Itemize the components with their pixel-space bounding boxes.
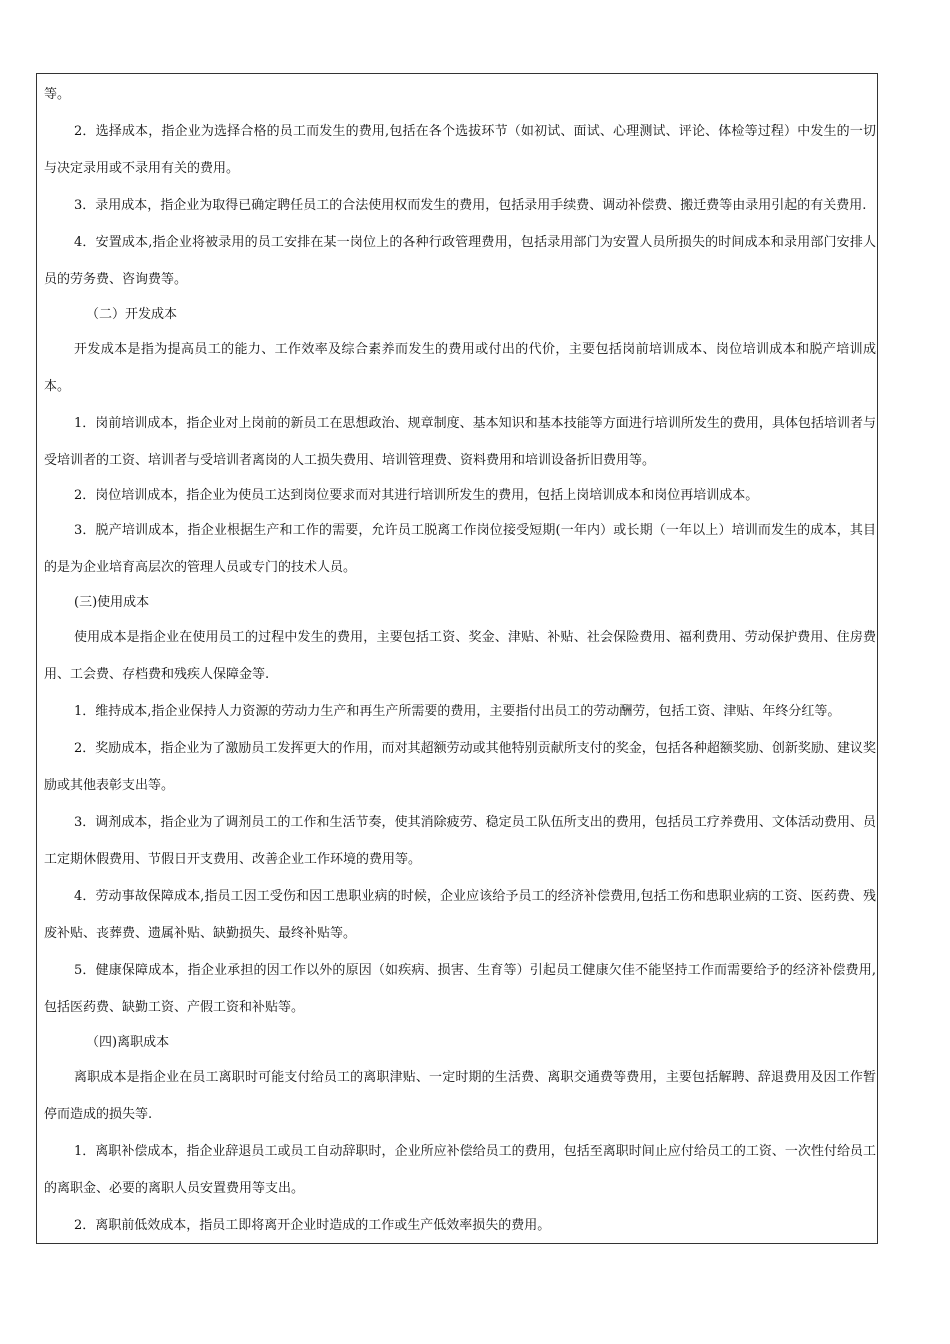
paragraph-9: 3．脱产培训成本，指企业根据生产和工作的需要，允许员工脱离工作岗位接受短期(一年内）或长期（一年以上）培训而发生的成本，其目的是为企业培育高层次的管理人员或专门的技术人员。 — [44, 523, 876, 575]
paragraph-16: 5．健康保障成本，指企业承担的因工作以外的原因（如疾病、损害、生育等）引起员工健康欠佳不能坚持工作而需要给予的经济补偿费用,包括医药费、缺勤工资、产假工资和补贴等。 — [44, 963, 876, 1015]
paragraph-8: 2．岗位培训成本，指企业为使员工达到岗位要求而对其进行培训所发生的费用，包括上岗培训成本和岗位再培训成本。 — [74, 488, 759, 503]
document-body — [44, 76, 876, 1244]
paragraph-2: 2．选择成本，指企业为选择合格的员工而发生的费用,包括在各个选拔环节（如初试、面试、心理测试、评论、体检等过程）中发生的一切与决定录用或不录用有关的费用。 — [44, 124, 876, 176]
paragraph-4: 4．安置成本,指企业将被录用的员工安排在某一岗位上的各种行政管理费用，包括录用部门为安置人员所损失的时间成本和录用部门安排人员的劳务费、咨询费等。 — [44, 235, 876, 287]
paragraph-3: 3．录用成本，指企业为取得已确定聘任员工的合法使用权而发生的费用，包括录用手续费、调动补偿费、搬迁费等由录用引起的有关费用. — [74, 198, 867, 213]
paragraph-12: 1．维持成本,指企业保持人力资源的劳动力生产和再生产所需要的费用，主要指付出员工的劳动酬劳，包括工资、津贴、年终分红等。 — [74, 704, 841, 719]
paragraph-14: 3．调剂成本，指企业为了调剂员工的工作和生活节奏，使其消除疲劳、稳定员工队伍所支出的费用，包括员工疗养费用、文体活动费用、员工定期休假费用、节假日开支费用、改善企业工作环境的费用等。 — [44, 815, 876, 867]
paragraph-1: 等。 — [44, 87, 71, 102]
paragraph-15: 4．劳动事故保障成本,指员工因工受伤和因工患职业病的时候，企业应该给予员工的经济补偿费用,包括工伤和患职业病的工资、医药费、残废补贴、丧葬费、遗属补贴、缺勤损失、最终补贴等。 — [44, 889, 876, 941]
paragraph-6: 开发成本是指为提高员工的能力、工作效率及综合素养而发生的费用或付出的代价，主要包括岗前培训成本、岗位培训成本和脱产培训成本。 — [44, 342, 876, 394]
paragraph-19: 1．离职补偿成本，指企业辞退员工或员工自动辞职时，企业所应补偿给员工的费用，包括至离职时间止应付给员工的工资、一次性付给员工的离职金、必要的离职人员安置费用等支出。 — [44, 1144, 876, 1196]
paragraph-7: 1．岗前培训成本，指企业对上岗前的新员工在思想政治、规章制度、基本知识和基本技能等方面进行培训所发生的费用，具体包括培训者与受培训者的工资、培训者与受培训者离岗的人工损失费用、培训管理费、资料费用和培训设备折旧费用等。 — [44, 416, 876, 468]
paragraph-18: 离职成本是指企业在员工离职时可能支付给员工的离职津贴、一定时期的生活费、离职交通费等费用，主要包括解聘、辞退费用及因工作暂停而造成的损失等. — [44, 1070, 876, 1122]
paragraph-13: 2．奖励成本，指企业为了激励员工发挥更大的作用，而对其超额劳动或其他特别贡献所支付的奖金，包括各种超额奖励、创新奖励、建议奖励或其他表彰支出等。 — [44, 741, 876, 793]
section-heading-usage: (三)使用成本 — [74, 595, 150, 610]
section-heading-development: （二）开发成本 — [86, 307, 178, 322]
paragraph-20: 2．离职前低效成本，指员工即将离开企业时造成的工作或生产低效率损失的费用。 — [74, 1218, 551, 1233]
section-heading-separation: （四)离职成本 — [86, 1035, 170, 1050]
paragraph-11: 使用成本是指企业在使用员工的过程中发生的费用，主要包括工资、奖金、津贴、补贴、社会保险费用、福利费用、劳动保护费用、住房费用、工会费、存档费和残疾人保障金等. — [44, 630, 876, 682]
